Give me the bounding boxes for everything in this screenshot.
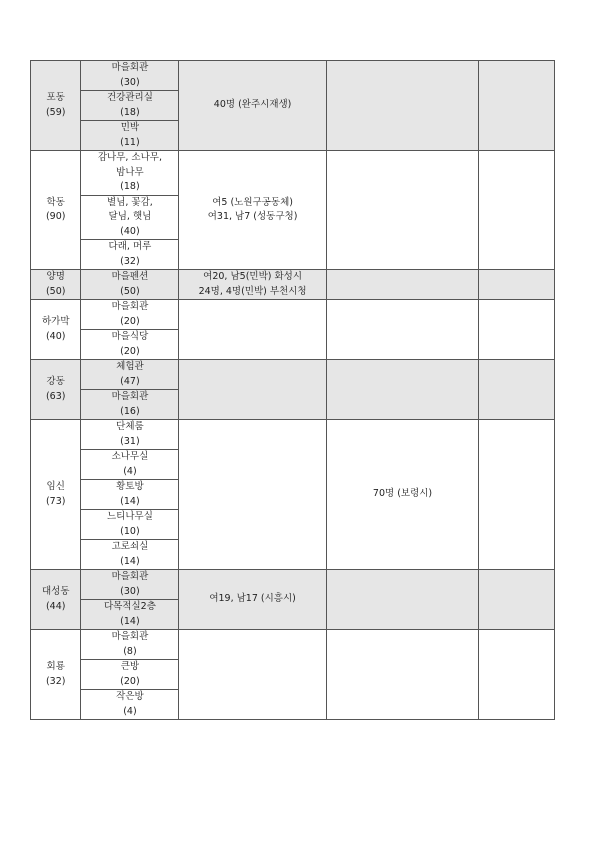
column4-cell <box>326 270 478 300</box>
venue-cell <box>81 121 179 151</box>
village-cell <box>31 360 81 420</box>
column5-cell <box>479 570 555 630</box>
venue-name: 민박 <box>120 122 140 133</box>
table-row <box>31 360 555 390</box>
village-name: 하가막 <box>41 316 70 327</box>
venue-name: 다목적실2층 <box>103 601 156 612</box>
venue-capacity: (20) <box>120 315 140 327</box>
column5-cell <box>479 61 555 151</box>
venue-name: 단체룸 <box>116 421 144 432</box>
venue-capacity: (31) <box>120 435 140 447</box>
venue-cell <box>81 630 179 660</box>
venue-name: 황토방 <box>116 481 144 492</box>
village-capacity: (90) <box>45 211 66 222</box>
venue-name: 마을회관 <box>111 391 149 402</box>
table-row <box>31 270 555 300</box>
group-cell <box>179 61 326 151</box>
table-row <box>31 420 555 450</box>
group-cell <box>179 151 326 270</box>
venue-cell <box>81 540 179 570</box>
venue-capacity: (14) <box>120 555 140 567</box>
venue-name: 다래, 머루 <box>108 241 152 252</box>
group-text: 여5 (노원구공동체) <box>212 196 293 208</box>
village-cell <box>31 420 81 570</box>
venue-name: 별님, 꽃감, 달님, 햇님 <box>107 196 153 222</box>
venue-cell <box>81 300 179 330</box>
venue-capacity: (50) <box>120 285 140 297</box>
venue-cell <box>81 360 179 390</box>
column5-cell <box>479 420 555 570</box>
venue-cell <box>81 390 179 420</box>
venue-cell <box>81 660 179 690</box>
village-capacity: (50) <box>45 285 66 297</box>
venue-capacity: (14) <box>120 615 140 627</box>
venue-capacity: (30) <box>120 585 140 597</box>
group-text: 24명, 4명(민박) 부천시청 <box>198 285 307 297</box>
venue-cell <box>81 151 179 196</box>
venue-capacity: (8) <box>123 645 137 657</box>
column4-cell <box>326 360 478 420</box>
village-capacity: (59) <box>45 106 66 118</box>
venue-name: 마을회관 <box>111 631 149 642</box>
village-capacity: (32) <box>45 675 66 687</box>
venue-name: 마을회관 <box>111 301 149 312</box>
column4-cell <box>326 61 478 151</box>
venue-name: 감나무, 소나무, 밤나무 <box>97 152 162 178</box>
venue-name: 소나무실 <box>111 451 149 462</box>
table-row <box>31 630 555 660</box>
village-name: 학동 <box>46 196 65 208</box>
venue-capacity: (11) <box>120 136 140 148</box>
village-name: 대성동 <box>41 586 70 597</box>
group-cell <box>179 630 326 720</box>
village-cell <box>31 151 81 270</box>
group-cell <box>179 270 326 300</box>
column5-cell <box>479 300 555 360</box>
venue-cell <box>81 480 179 510</box>
venue-capacity: (16) <box>120 405 140 417</box>
table-row <box>31 300 555 330</box>
venue-cell <box>81 240 179 270</box>
venue-name: 느티나무실 <box>106 511 153 522</box>
group-text: 여19, 남17 (시흥시) <box>209 593 296 605</box>
village-name: 임신 <box>46 481 65 492</box>
table-row <box>31 61 555 91</box>
column5-cell <box>479 360 555 420</box>
venue-name: 마을회관 <box>111 571 149 582</box>
venue-capacity: (4) <box>123 465 137 477</box>
venue-name: 고로쇠실 <box>111 541 149 552</box>
venue-capacity: (32) <box>120 255 140 267</box>
village-capacity: (44) <box>45 600 66 612</box>
venue-cell <box>81 420 179 450</box>
group-cell <box>179 360 326 420</box>
column4-cell <box>326 151 478 270</box>
venue-name: 작은방 <box>116 691 144 702</box>
venue-capacity: (18) <box>120 181 140 192</box>
table-row <box>31 151 555 196</box>
venue-cell <box>81 330 179 360</box>
venue-capacity: (14) <box>120 495 140 507</box>
venue-name: 마을식당 <box>111 331 149 342</box>
village-capacity: (63) <box>45 390 66 402</box>
venue-capacity: (40) <box>120 225 140 237</box>
group-text: 여20, 남5(민박) 화성시 <box>203 271 303 282</box>
village-capacity: (73) <box>45 495 66 507</box>
venue-cell <box>81 450 179 480</box>
group-cell <box>179 300 326 360</box>
venue-cell <box>81 510 179 540</box>
village-name: 양명 <box>46 271 65 282</box>
venue-capacity: (18) <box>120 106 140 118</box>
venue-capacity: (4) <box>123 705 137 717</box>
venue-capacity: (30) <box>120 76 140 88</box>
table-row <box>31 570 555 600</box>
venue-cell <box>81 690 179 720</box>
venue-cell <box>81 270 179 300</box>
allocation-table <box>30 60 555 720</box>
column5-cell <box>479 630 555 720</box>
column4-cell <box>326 570 478 630</box>
group-cell <box>179 420 326 570</box>
venue-cell <box>81 61 179 91</box>
group-cell <box>179 570 326 630</box>
venue-name: 큰방 <box>120 661 140 672</box>
venue-cell <box>81 570 179 600</box>
venue-cell <box>81 91 179 121</box>
column4-cell <box>326 300 478 360</box>
venue-name: 마을회관 <box>111 62 149 73</box>
venue-cell <box>81 195 179 240</box>
venue-name: 체험관 <box>116 361 144 372</box>
village-capacity: (40) <box>45 330 66 342</box>
column4-cell <box>326 420 478 570</box>
venue-capacity: (10) <box>120 525 140 537</box>
village-cell <box>31 270 81 300</box>
village-name: 회룡 <box>46 661 65 672</box>
village-name: 포동 <box>46 92 65 103</box>
column4-cell <box>326 630 478 720</box>
village-name: 강동 <box>46 376 65 387</box>
column5-cell <box>479 151 555 270</box>
column4-text: 70명 (보령시) <box>372 488 433 500</box>
venue-capacity: (20) <box>120 345 140 357</box>
village-cell <box>31 570 81 630</box>
venue-name: 건강관리실 <box>106 92 153 103</box>
group-text: 여31, 남7 (성동구청) <box>207 211 298 222</box>
column5-cell <box>479 270 555 300</box>
village-cell <box>31 630 81 720</box>
venue-name: 마을펜션 <box>111 271 149 282</box>
village-cell <box>31 61 81 151</box>
venue-capacity: (20) <box>120 675 140 687</box>
venue-cell <box>81 600 179 630</box>
venue-capacity: (47) <box>120 375 140 387</box>
group-text: 40명 (완주시재생) <box>213 99 292 111</box>
village-cell <box>31 300 81 360</box>
